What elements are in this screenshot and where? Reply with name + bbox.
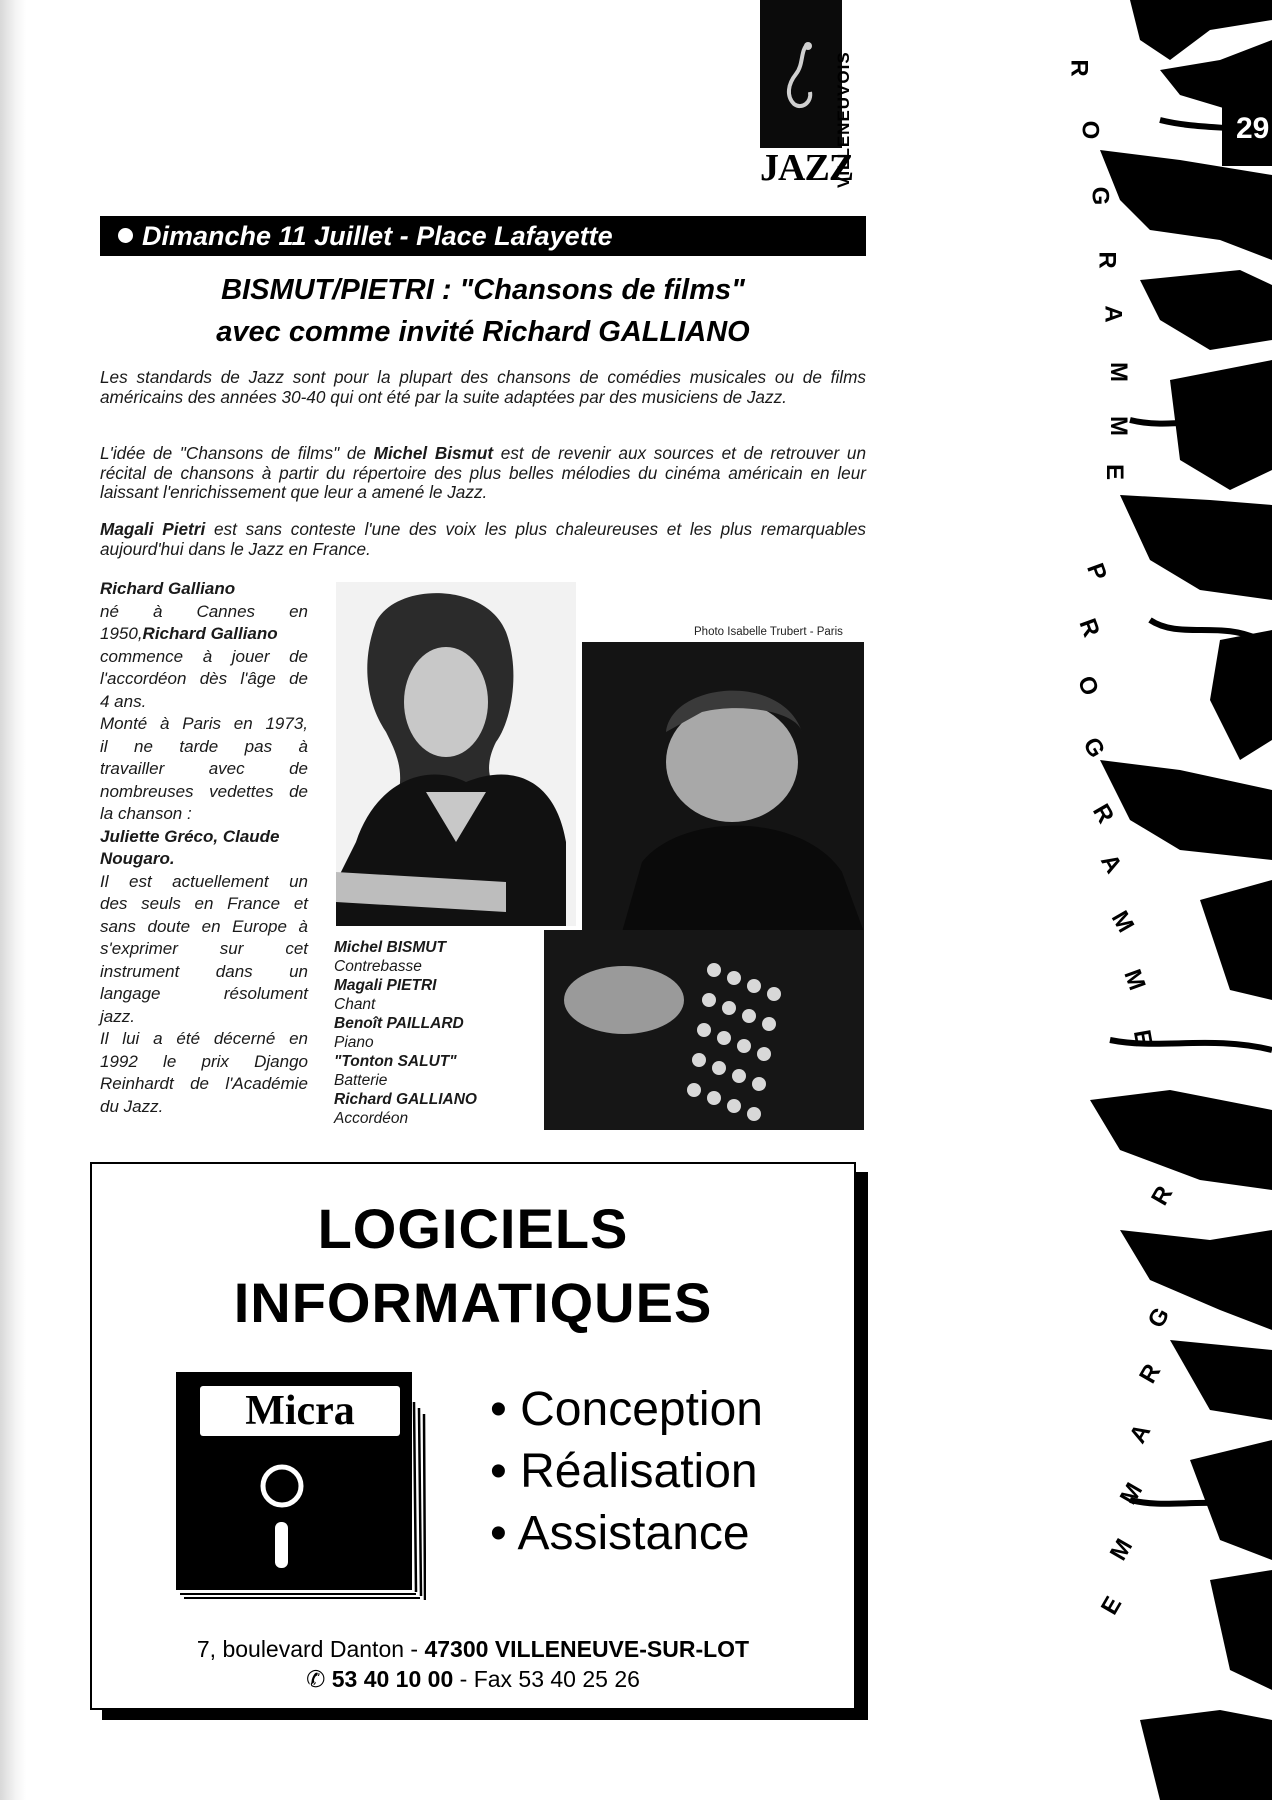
programme-char: A — [1124, 1419, 1157, 1449]
programme-char: M — [1114, 1478, 1149, 1510]
ad-address — [90, 1636, 856, 1663]
cast-member — [334, 1090, 477, 1128]
bullet-dot-icon — [118, 228, 133, 243]
cast-role: Chant — [334, 996, 376, 1013]
programme-char: O — [1076, 120, 1104, 140]
programme-char: A — [1095, 849, 1128, 879]
saxophone-icon — [778, 40, 824, 110]
biography-name: Richard Galliano — [142, 624, 278, 643]
biography-name: Nougaro. — [100, 849, 175, 868]
biography-line: Il lui a été décerné en — [100, 1029, 308, 1048]
biography-line — [100, 623, 308, 646]
accordionist-silhouette — [582, 642, 864, 932]
biography-line: du Jazz. — [100, 1096, 164, 1116]
programme-char: E — [1101, 463, 1129, 481]
intro-paragraph-1: Les standards de Jazz sont pour la plupart des chansons de comédies musicales ou de films américains des années 30-40 qui ont été par la suite adaptées par des musiciens de Jazz. — [100, 367, 866, 407]
programme-side-text — [1062, 0, 1262, 1800]
ad-bullet-item: • Réalisation — [490, 1445, 758, 1498]
biography-line: langage résolument — [100, 984, 308, 1003]
programme-char: M — [1104, 1534, 1139, 1566]
programme-char: G — [1077, 732, 1111, 763]
programme-char: O — [1146, 1242, 1180, 1273]
accordionist-photo — [582, 642, 864, 932]
logo-villeneuvois-text: VILLENEUVOIS — [834, 51, 853, 188]
biography-line: l'accordéon dès l'âge de — [100, 669, 308, 688]
biography-line: instrument dans un — [100, 961, 308, 981]
ad-phone: 53 40 10 00 — [331, 1666, 454, 1692]
cast-role: Batterie — [334, 1072, 388, 1089]
biography-line: Monté à Paris en 1973, — [100, 714, 308, 733]
biography-line: il ne tarde pas à — [100, 736, 308, 756]
programme-char: R — [1087, 799, 1120, 829]
programme-char: G — [1086, 186, 1114, 206]
page-binding-edge — [0, 0, 26, 1800]
ad-city: 47300 VILLENEUVE-SUR-LOT — [424, 1636, 750, 1662]
intro-paragraph-3-text: est sans conteste l'une des voix les plus chaleureuses et les plus remarquables aujourd'hui dans le Jazz en France. — [100, 519, 867, 559]
event-date-banner — [100, 216, 866, 256]
biography-year: 1950, — [100, 624, 143, 643]
intro-paragraph-2 — [100, 444, 866, 503]
programme-char: M — [1118, 965, 1151, 994]
cast-name: Michel BISMUT — [334, 939, 446, 956]
ad-street: 7, boulevard Danton - — [196, 1636, 425, 1662]
biography-line: né à Cannes en — [100, 601, 308, 621]
biography-line: Reinhardt de l'Académie — [100, 1074, 308, 1093]
programme-char: R — [1093, 251, 1121, 269]
biography-line: Il est actuellement un — [100, 871, 308, 891]
programme-char: M — [1105, 906, 1140, 938]
programme-char: R — [1134, 1359, 1167, 1389]
galliano-biography — [100, 578, 308, 1118]
ad-bullet-text: Assistance — [517, 1507, 750, 1560]
cast-member — [334, 938, 477, 976]
ad-bullet-text: Conception — [520, 1383, 763, 1436]
programme-char: R — [1065, 59, 1093, 77]
cast-role: Contrebasse — [334, 958, 422, 975]
programme-char: G — [1142, 1302, 1176, 1333]
programme-char: P — [1081, 559, 1112, 584]
jazz-en-villeneuvois-logo — [760, 0, 870, 188]
singer-silhouette — [336, 582, 576, 926]
musician-name: Magali Pietri — [100, 519, 206, 539]
logo-jazz-text: JAZZ — [760, 147, 854, 189]
concert-title-line2: avec comme invité Richard GALLIANO — [216, 316, 750, 348]
biography-line: jazz. — [100, 1006, 135, 1026]
ad-fax: - Fax 53 40 25 26 — [453, 1666, 640, 1692]
accordion-keys — [544, 930, 864, 1130]
programme-char: P — [1141, 1120, 1174, 1148]
programme-char: A — [1099, 305, 1127, 323]
ad-bullet-item: • Conception — [490, 1383, 763, 1436]
biography-line: des seuls en France et — [100, 894, 308, 913]
ad-bullet-item: • Assistance — [490, 1507, 750, 1560]
cast-member — [334, 1052, 477, 1090]
page-number: 29 — [1236, 112, 1270, 145]
cast-role: Piano — [334, 1034, 374, 1051]
programme-char: E — [1095, 1592, 1128, 1620]
cast-name: Benoît PAILLARD — [334, 1015, 464, 1032]
programme-char: R — [1073, 615, 1105, 641]
concert-title-line1: BISMUT/PIETRI : "Chansons de films" — [221, 274, 745, 306]
programme-char: E — [1127, 1027, 1158, 1049]
programme-char: M — [1105, 362, 1132, 382]
cast-name: Richard GALLIANO — [334, 1091, 477, 1108]
ad-title-line2: INFORMATIQUES — [233, 1271, 713, 1334]
programme-char: R — [1146, 1181, 1179, 1211]
biography-line: travailler avec de — [100, 759, 308, 778]
programme-char: O — [1071, 672, 1104, 700]
singer-portrait-photo — [336, 582, 576, 926]
biography-heading: Richard Galliano — [100, 579, 236, 598]
biography-line: la chanson : — [100, 804, 192, 823]
intro-paragraph-3 — [100, 520, 866, 559]
accordion-photo — [544, 930, 864, 1130]
cast-name: "Tonton SALUT" — [334, 1053, 457, 1070]
event-date-text: Dimanche 11 Juillet - Place Lafayette — [142, 221, 613, 251]
ad-bullet-text: Réalisation — [520, 1445, 758, 1498]
biography-line: s'exprimer sur cet — [100, 939, 308, 958]
biography-line: nombreuses vedettes de — [100, 781, 308, 801]
ad-contact — [90, 1666, 856, 1693]
biography-line: 4 ans. — [100, 691, 147, 711]
biography-line: commence à jouer de — [100, 646, 308, 666]
intro-paragraph-2-text: L'idée de "Chansons de films" de — [100, 443, 374, 463]
biography-line: sans doute en Europe à — [100, 916, 308, 936]
micra-brand-label: Micra — [200, 1386, 400, 1436]
cast-name: Magali PIETRI — [334, 977, 437, 994]
ad-title-line1: LOGICIELS — [317, 1197, 629, 1260]
cast-member — [334, 976, 477, 1014]
programme-char: M — [1105, 416, 1132, 436]
biography-name: Juliette Gréco, Claude — [100, 826, 280, 846]
cast-list — [334, 938, 477, 1128]
cast-role: Accordéon — [334, 1110, 409, 1127]
saxophonist-photo — [760, 0, 842, 148]
photo-credit: Photo Isabelle Trubert - Paris — [694, 626, 843, 638]
intro-paragraph-2-text: est de revenir aux sources et de retrouver un récital de chansons à partir du répertoire des plus belles mélodies du cinéma américain en leur laissant l'enrichissement que leur a amené le Jazz. — [100, 443, 867, 502]
cast-member — [334, 1014, 477, 1052]
biography-line: 1992 le prix Django — [100, 1051, 308, 1071]
musician-name: Michel Bismut — [373, 443, 494, 463]
phone-icon: ✆ — [306, 1666, 326, 1692]
